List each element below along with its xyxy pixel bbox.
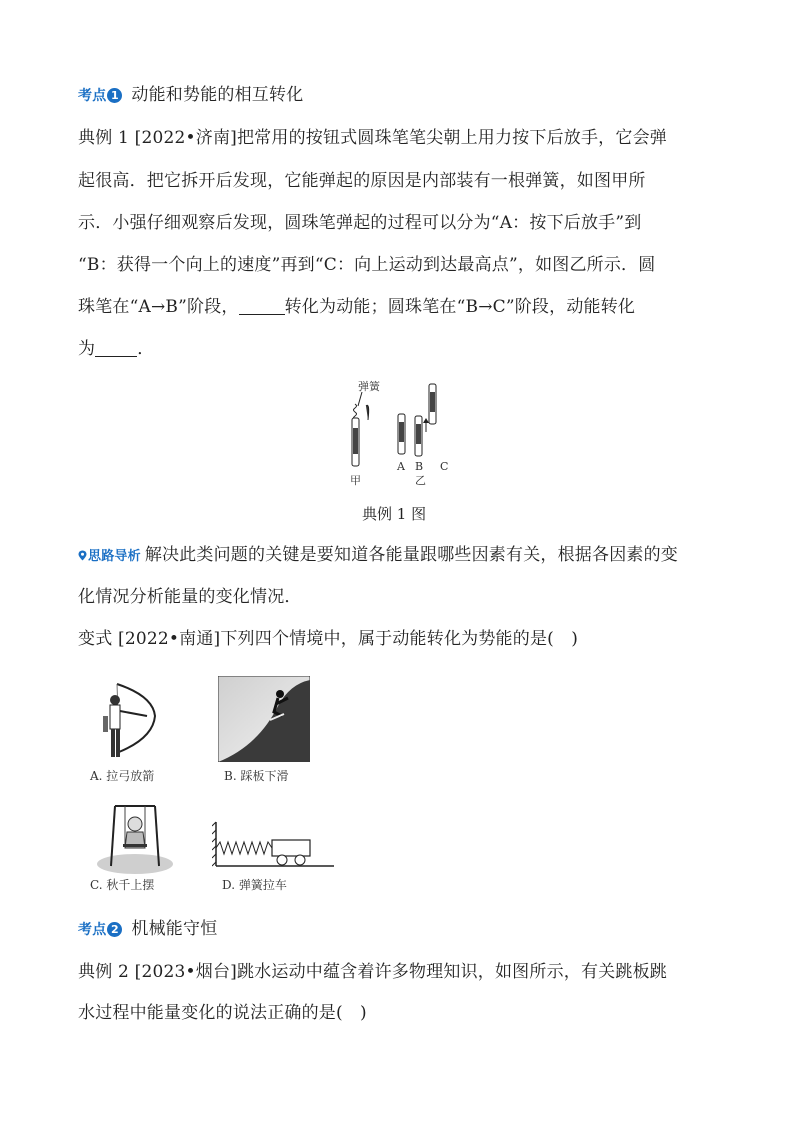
label-a: A — [397, 460, 405, 473]
figure1-caption: 典例 1 图 — [362, 505, 427, 523]
example1-line6-part-a: 为 — [78, 339, 96, 359]
option-d-label: D. 弹簧拉车 — [222, 878, 287, 892]
section1-tag: 考点 — [78, 88, 107, 104]
option-c-label: C. 秋千上摆 — [90, 878, 155, 892]
hint-line1 — [78, 544, 678, 568]
section2-heading — [78, 918, 217, 941]
label-jia: 甲 — [350, 474, 361, 487]
hint-text1: 解决此类问题的关键是要知道各能量跟哪些因素有关，根据各因素的变 — [144, 545, 679, 565]
hint-tag: 思路导析 — [88, 549, 141, 564]
label-yi: 乙 — [415, 474, 426, 487]
section1-heading — [78, 84, 303, 107]
option-b-image — [218, 676, 310, 762]
answer-blank-1[interactable] — [239, 296, 285, 315]
option-c-image — [95, 800, 175, 876]
option-d-image — [212, 820, 334, 870]
label-spring: 弹簧 — [358, 380, 380, 393]
example1-line5 — [78, 296, 635, 318]
section1-title: 动能和势能的相互转化 — [131, 85, 304, 105]
example2-line2: 水过程中能量变化的说法正确的是( ) — [78, 1003, 367, 1023]
label-b: B — [415, 460, 424, 473]
option-a-label: A. 拉弓放箭 — [90, 769, 155, 783]
example2-line1: 典例 2 [2023•烟台]跳水运动中蕴含着许多物理知识，如图所示，有关跳板跳 — [78, 962, 667, 982]
variant-question: 变式 [2022•南通]下列四个情境中，属于动能转化为势能的是( ) — [78, 629, 579, 649]
example1-line6 — [78, 338, 154, 360]
example1-line3: 示．小强仔细观察后发现，圆珠笔弹起的过程可以分为“A：按下后放手”到 — [78, 213, 642, 233]
hint-line2: 化情况分析能量的变化情况． — [78, 587, 302, 607]
location-pin-icon — [78, 550, 87, 561]
example1-line4: “B：获得一个向上的速度”再到“C：向上运动到达最高点”，如图乙所示．圆 — [78, 255, 656, 275]
section2-number-badge: 2 — [107, 922, 122, 937]
section1-number-badge: 1 — [107, 88, 122, 103]
answer-blank-2[interactable] — [95, 338, 137, 357]
section2-title: 机械能守恒 — [131, 919, 218, 939]
example1-line2: 起很高．把它拆开后发现，它能弹起的原因是内部装有一根弹簧，如图甲所 — [78, 171, 646, 191]
example1-line5-part-b: 转化为动能；圆珠笔在“B→C”阶段，动能转化 — [284, 297, 636, 317]
example1-line6-part-b: ． — [137, 339, 155, 359]
option-b-label: B. 踩板下滑 — [224, 769, 289, 783]
pen-figure — [340, 376, 470, 486]
example1-line5-part-a: 珠笔在“A→B”阶段， — [78, 297, 239, 317]
label-c: C — [440, 460, 449, 473]
option-a-image — [95, 676, 175, 766]
example1-line1: 典例 1 [2022•济南]把常用的按钮式圆珠笔笔尖朝上用力按下后放手，它会弹 — [78, 128, 667, 148]
section2-tag: 考点 — [78, 922, 107, 938]
